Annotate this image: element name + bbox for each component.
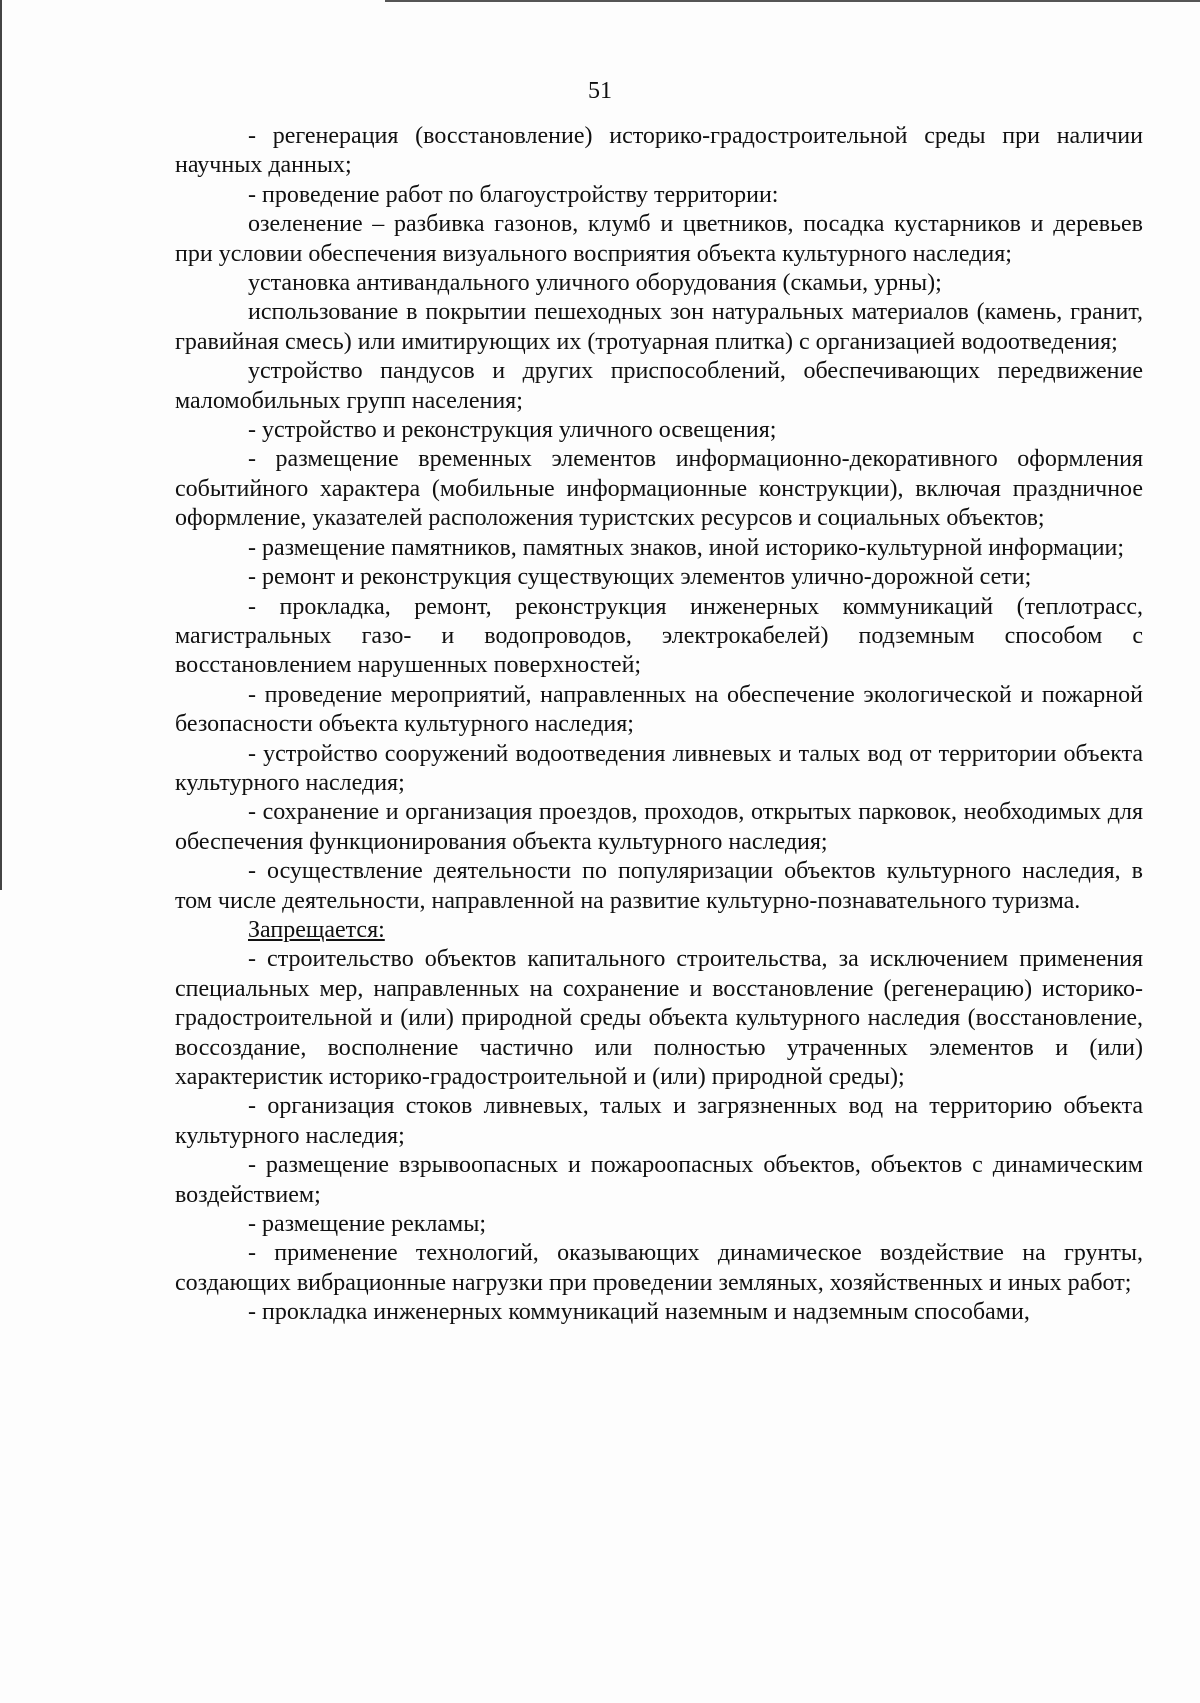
paragraph-popularization: - осуществление деятельности по популяризации объектов культурного наследия, в том числе деятельности, направленной на развитие культурно-познавательного туризма. bbox=[175, 858, 1143, 914]
paragraph-parking: - сохранение и организация проездов, проходов, открытых парковок, необходимых для обеспечения функционирования объекта культурного наследия; bbox=[175, 799, 1143, 855]
prohibited-item-advertising: - размещение рекламы; bbox=[248, 1211, 487, 1238]
document-body bbox=[175, 122, 1143, 1328]
prohibited-item-hazardous-objects: - размещение взрывоопасных и пожароопасных объектов, объектов с динамическим воздействием; bbox=[175, 1152, 1143, 1208]
paragraph-pedestrian-coverings: использование в покрытии пешеходных зон натуральных материалов (камень, гранит, гравийная смесь) или имитирующих их (тротуарная плитка) с организацией водоотведения; bbox=[175, 299, 1143, 355]
paragraph-monuments: - размещение памятников, памятных знаков, иной историко-культурной информации; bbox=[248, 534, 1125, 561]
prohibited-heading-line bbox=[175, 916, 1143, 945]
paragraph-regeneration: - регенерация (восстановление) историко-градостроительной среды при наличии научных данных; bbox=[175, 123, 1143, 179]
paragraph-road-network: - ремонт и реконструкция существующих элементов улично-дорожной сети; bbox=[248, 564, 1032, 591]
paragraph-street-lighting: - устройство и реконструкция уличного освещения; bbox=[248, 417, 777, 444]
prohibited-item-vibration: - применение технологий, оказывающих динамическое воздействие на грунты, создающих вибрационные нагрузки при проведении земляных, хозяйственных и иных работ; bbox=[175, 1240, 1143, 1296]
page-number: 51 bbox=[588, 78, 612, 104]
paragraph-street-equipment: установка антивандального уличного оборудования (скамьи, урны); bbox=[248, 270, 942, 297]
paragraph-landscaping-works: - проведение работ по благоустройству территории: bbox=[248, 181, 779, 208]
prohibited-item-surface-networks: - прокладка инженерных коммуникаций наземным и надземным способами, bbox=[248, 1299, 1030, 1326]
paragraph-temporary-elements: - размещение временных элементов информационно-декоративного оформления событийного характера (мобильные информационные конструкции), включая праздничное оформление, указателей расположения туристских ресурсов и социальных объектов; bbox=[175, 446, 1143, 532]
paragraph-engineering-networks: - прокладка, ремонт, реконструкция инженерных коммуникаций (теплотрасс, магистральных газо- и водопроводов, электрокабелей) подземным способом с восстановлением нарушенных поверхностей; bbox=[175, 593, 1143, 679]
paragraph-safety: - проведение мероприятий, направленных на обеспечение экологической и пожарной безопасности объекта культурного наследия; bbox=[175, 681, 1143, 738]
prohibited-heading: Запрещается: bbox=[248, 916, 385, 943]
left-scan-edge bbox=[0, 0, 2, 890]
paragraph-greening: озеленение – разбивка газонов, клумб и цветников, посадка кустарников и деревьев при условии обеспечения визуального восприятия объекта культурного наследия; bbox=[175, 211, 1143, 267]
top-border-line bbox=[385, 0, 1200, 2]
paragraph-drainage: - устройство сооружений водоотведения ливневых и талых вод от территории объекта культурного наследия; bbox=[175, 740, 1143, 796]
prohibited-item-construction: - строительство объектов капитального строительства, за исключением применения специальных мер, направленных на сохранение и восстановление (регенерацию) историко-градостроительной и (или) природной среды объекта культурного наследия (восстановление, воссоздание, восполнение частично или полностью утраченных элементов и (или) характеристик историко-градостроительной и (или) природной среды); bbox=[175, 946, 1143, 1090]
paragraph-ramps: устройство пандусов и других приспособлений, обеспечивающих передвижение маломобильных групп населения; bbox=[175, 358, 1143, 414]
prohibited-item-runoff: - организация стоков ливневых, талых и загрязненных вод на территорию объекта культурного наследия; bbox=[175, 1093, 1143, 1149]
